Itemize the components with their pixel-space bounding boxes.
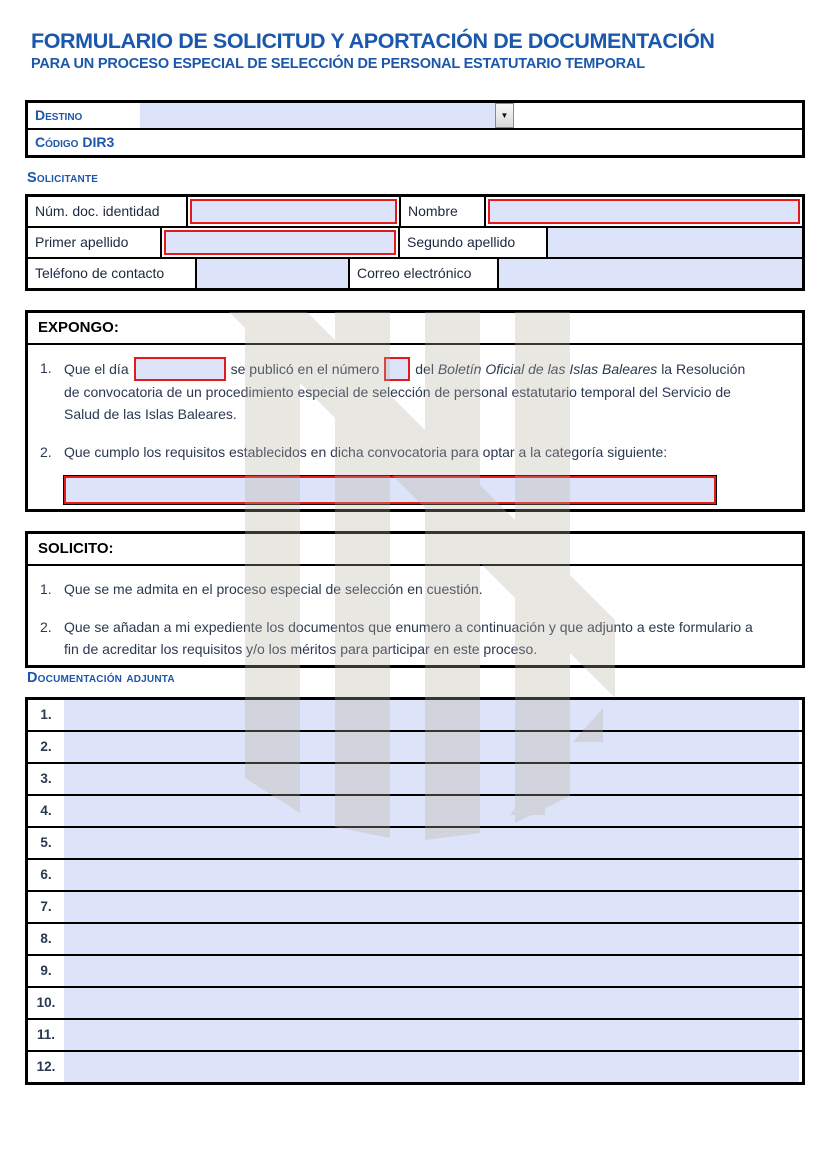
boletin-oficial-title: Boletín Oficial de las Islas Baleares xyxy=(437,361,658,377)
doc-row-number: 4. xyxy=(28,796,64,826)
expongo-item-1-text xyxy=(64,357,764,425)
categoria-field[interactable] xyxy=(64,476,716,504)
solicitante-table xyxy=(25,194,805,291)
doc-row-number: 5. xyxy=(28,828,64,858)
doc-row-number: 9. xyxy=(28,956,64,986)
telefono-label: Teléfono de contacto xyxy=(28,259,197,288)
expongo-item-2 xyxy=(40,441,790,463)
doc-row-field[interactable] xyxy=(64,860,799,890)
doc-row-field[interactable] xyxy=(64,892,799,922)
doc-row-number: 7. xyxy=(28,892,64,922)
destino-table xyxy=(25,100,805,158)
solicito-heading: SOLICITO: xyxy=(28,534,802,566)
doc-row-number: 3. xyxy=(28,764,64,794)
table-row xyxy=(28,1052,802,1082)
table-row xyxy=(28,700,802,732)
doc-row-number: 2. xyxy=(28,732,64,762)
doc-row-field[interactable] xyxy=(64,764,799,794)
doc-row-field[interactable] xyxy=(64,988,799,1018)
item-number: 1. xyxy=(40,581,52,597)
solicito-item-2 xyxy=(40,616,790,660)
item-number: 2. xyxy=(40,619,52,635)
nombre-label: Nombre xyxy=(401,197,486,226)
nombre-field[interactable] xyxy=(488,199,800,224)
table-row xyxy=(28,732,802,764)
destino-row xyxy=(28,103,802,130)
expongo-item-1 xyxy=(40,357,790,425)
doc-row-field[interactable] xyxy=(64,1020,799,1050)
doc-row-field[interactable] xyxy=(64,1052,799,1082)
segundo-apellido-field[interactable] xyxy=(548,228,802,257)
table-row xyxy=(28,764,802,796)
expongo-item-2-text: Que cumplo los requisitos establecidos en dicha convocatoria para optar a la categoría siguiente: xyxy=(64,444,668,460)
doc-row-field[interactable] xyxy=(64,732,799,762)
codigo-dir3-row xyxy=(28,130,802,155)
doc-row-field[interactable] xyxy=(64,828,799,858)
primer-apellido-label: Primer apellido xyxy=(28,228,162,257)
solicito-body xyxy=(28,578,802,660)
destino-label: Destino xyxy=(28,103,145,128)
item-text: la Resolución de convocatoria de un procedimiento especial de selección de personal estatutario temporal del Servicio de Salud de las Islas Baleares. xyxy=(64,361,746,422)
destino-select[interactable] xyxy=(140,103,514,128)
solicito-item-1-text: Que se me admita en el proceso especial de selección en cuestión. xyxy=(64,581,483,597)
table-row xyxy=(28,796,802,828)
codigo-dir3-field[interactable] xyxy=(140,130,802,155)
correo-field[interactable] xyxy=(499,259,802,288)
item-text: del xyxy=(415,361,434,377)
telefono-field[interactable] xyxy=(197,259,348,288)
table-row xyxy=(28,924,802,956)
table-row xyxy=(28,892,802,924)
fecha-publicacion-field[interactable] xyxy=(134,357,226,381)
doc-row-number: 1. xyxy=(28,700,64,730)
solicito-box xyxy=(25,531,805,668)
primer-apellido-cell xyxy=(162,228,400,257)
item-text: se publicó en el número xyxy=(230,361,380,377)
segundo-apellido-label: Segundo apellido xyxy=(400,228,548,257)
table-row xyxy=(28,860,802,892)
nombre-cell xyxy=(486,197,802,226)
table-row xyxy=(28,956,802,988)
num-doc-label: Núm. doc. identidad xyxy=(28,197,188,226)
title-line-2: PARA UN PROCESO ESPECIAL DE SELECCIÓN DE PERSONAL ESTATUTARIO TEMPORAL xyxy=(31,56,645,72)
documentacion-table xyxy=(25,697,805,1085)
doc-row-field[interactable] xyxy=(64,956,799,986)
expongo-box xyxy=(25,310,805,512)
item-number: 1. xyxy=(40,360,52,376)
doc-row-number: 11. xyxy=(28,1020,64,1050)
item-number: 2. xyxy=(40,444,52,460)
doc-row-field[interactable] xyxy=(64,700,799,730)
expongo-heading: EXPONGO: xyxy=(28,313,802,345)
table-row xyxy=(28,828,802,860)
doc-row-number: 10. xyxy=(28,988,64,1018)
correo-label: Correo electrónico xyxy=(350,259,499,288)
chevron-down-icon[interactable]: ▼ xyxy=(495,103,514,128)
doc-row-number: 12. xyxy=(28,1052,64,1082)
correo-cell xyxy=(499,259,802,288)
num-doc-cell xyxy=(188,197,401,226)
page-title xyxy=(31,28,715,74)
codigo-dir3-label: Código DIR3 xyxy=(28,130,145,155)
doc-row-number: 8. xyxy=(28,924,64,954)
expongo-body xyxy=(28,357,802,504)
documentacion-heading: Documentación adjunta xyxy=(27,670,175,686)
doc-row-number: 6. xyxy=(28,860,64,890)
solicito-item-2-text: Que se añadan a mi expediente los documentos que enumero a continuación y que adjunto a este formulario a fin de acreditar los requisitos y/o los méritos para participar en este proceso. xyxy=(64,619,753,657)
item-text: Que el día xyxy=(64,361,129,377)
telefono-cell xyxy=(197,259,350,288)
title-line-1: FORMULARIO DE SOLICITUD Y APORTACIÓN DE DOCUMENTACIÓN xyxy=(31,29,715,53)
doc-row-field[interactable] xyxy=(64,796,799,826)
solicito-item-1 xyxy=(40,578,790,600)
table-row xyxy=(28,1020,802,1052)
primer-apellido-field[interactable] xyxy=(164,230,396,255)
table-row xyxy=(28,228,802,259)
num-doc-field[interactable] xyxy=(190,199,397,224)
segundo-apellido-cell xyxy=(548,228,802,257)
table-row xyxy=(28,259,802,288)
doc-row-field[interactable] xyxy=(64,924,799,954)
table-row xyxy=(28,988,802,1020)
solicitante-heading: Solicitante xyxy=(27,170,99,186)
numero-boletin-field[interactable] xyxy=(384,357,410,381)
table-row xyxy=(28,197,802,228)
